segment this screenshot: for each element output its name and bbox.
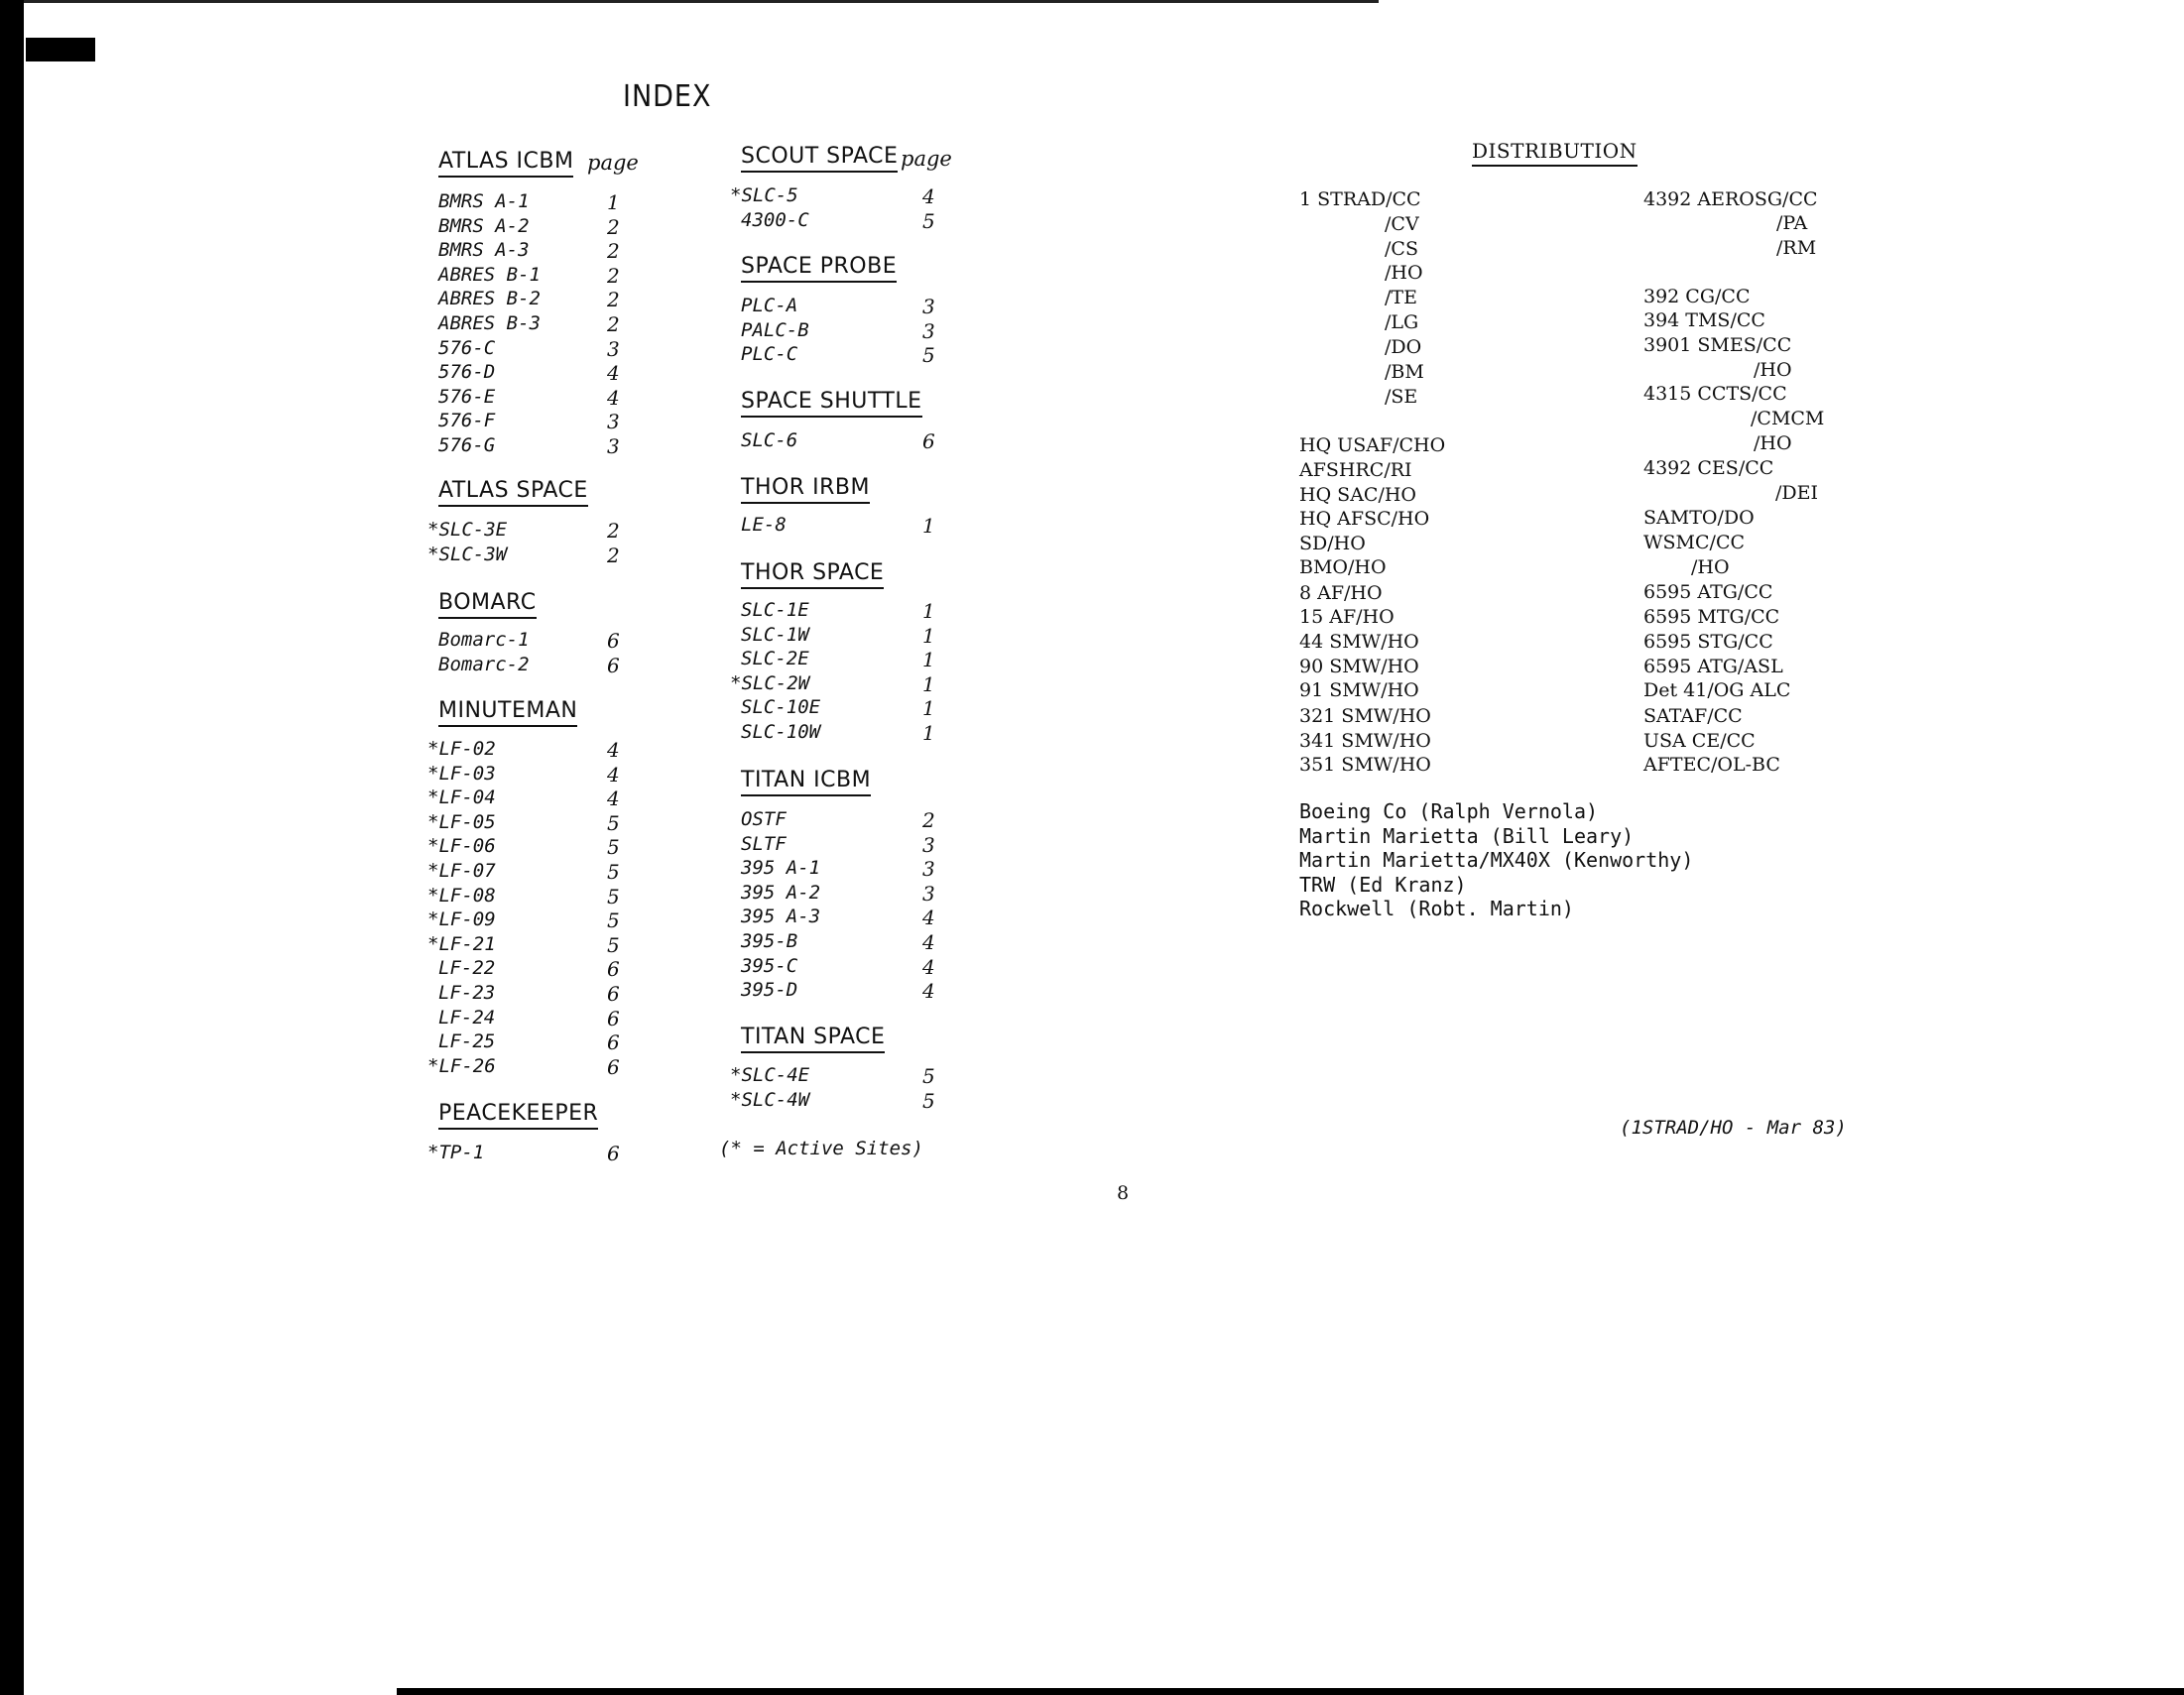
index-entry-page: 6 <box>922 429 935 453</box>
distribution-item: /CS <box>1385 238 1418 260</box>
index-entry-label: *LF-02 <box>427 738 496 760</box>
index-entry-label: PLC-A <box>741 295 798 316</box>
distribution-item: 321 SMW/HO <box>1299 705 1431 727</box>
index-entry-page: 5 <box>607 884 620 908</box>
distribution-item: 6595 ATG/CC <box>1643 581 1773 603</box>
index-entry-label: 395 A-3 <box>741 906 821 928</box>
index-entry-label: OSTF <box>741 808 787 830</box>
distribution-item: HQ AFSC/HO <box>1299 508 1430 530</box>
index-entry-page: 1 <box>922 648 935 672</box>
index-entry-label: *SLC-3E <box>427 519 508 541</box>
distribution-item: 4315 CCTS/CC <box>1643 383 1787 405</box>
section-heading-peacekeeper: PEACEKEEPER <box>438 1101 598 1130</box>
index-entry-label: 395-C <box>741 954 798 977</box>
section-heading-bomarc: BOMARC <box>438 590 537 619</box>
index-entry-label: BMRS A-1 <box>438 190 530 212</box>
index-entry-label: PALC-B <box>741 318 809 341</box>
contractor-item: Boeing Co (Ralph Vernola) <box>1299 799 1599 823</box>
section-heading-space-shuttle: SPACE SHUTTLE <box>741 389 922 418</box>
index-entry-label: SLC-6 <box>741 429 798 451</box>
distribution-item: SD/HO <box>1299 533 1366 554</box>
index-entry-page: 1 <box>922 599 935 623</box>
distribution-item: /BM <box>1385 361 1424 383</box>
index-entry-label: Bomarc-2 <box>438 653 530 675</box>
index-entry-label: LF-23 <box>438 982 496 1004</box>
distribution-item: /HO <box>1691 556 1730 578</box>
index-entry-page: 5 <box>922 1064 935 1088</box>
index-entry-page: 1 <box>607 190 620 214</box>
index-entry-page: 2 <box>607 263 620 288</box>
index-entry-page: 3 <box>922 295 935 318</box>
section-heading-thor-space: THOR SPACE <box>741 560 884 589</box>
index-entry-page: 6 <box>607 653 620 677</box>
distribution-item: /TE <box>1385 287 1417 308</box>
index-entry-label: SLC-2E <box>741 648 809 670</box>
distribution-item: Det 41/OG ALC <box>1643 679 1791 701</box>
distribution-item: /CV <box>1385 213 1419 235</box>
index-entry-page: 1 <box>922 514 935 538</box>
index-entry-label: 395-D <box>741 979 798 1002</box>
section-heading-space-probe: SPACE PROBE <box>741 254 897 283</box>
contractor-item: Rockwell (Robt. Martin) <box>1299 897 1574 920</box>
index-entry-label: LF-22 <box>438 957 496 980</box>
index-entry-label: 395-B <box>741 930 798 952</box>
contractor-item: Martin Marietta (Bill Leary) <box>1299 823 1635 848</box>
index-entry-page: 5 <box>607 835 620 860</box>
section-heading-atlas-space: ATLAS SPACE <box>438 478 588 507</box>
index-entry-page: 1 <box>922 696 935 721</box>
distribution-item: 341 SMW/HO <box>1299 730 1431 752</box>
index-entry-label: *SLC-4W <box>730 1088 810 1111</box>
index-entry-label: SLC-1E <box>741 599 809 621</box>
index-entry-label: 576-E <box>438 385 496 408</box>
distribution-item: 394 TMS/CC <box>1643 309 1765 331</box>
scan-edge-left <box>0 0 24 1695</box>
index-entry-label: 4300-C <box>741 208 809 231</box>
distribution-item: /CMCM <box>1751 408 1825 429</box>
index-entry-page: 4 <box>922 979 935 1004</box>
index-entry-label: *LF-08 <box>427 884 496 907</box>
distribution-item: SAMTO/DO <box>1643 507 1755 529</box>
index-entry-page: 6 <box>607 957 620 982</box>
index-entry-page: 2 <box>607 543 620 567</box>
page-column-header-left: page <box>587 151 639 175</box>
index-entry-page: 1 <box>922 721 935 745</box>
section-heading-titan-icbm: TITAN ICBM <box>741 768 871 796</box>
distribution-item: 6595 STG/CC <box>1643 631 1773 653</box>
index-entry-page: 1 <box>922 671 935 696</box>
section-heading-thor-irbm: THOR IRBM <box>741 475 870 504</box>
index-entry-label: ABRES B-2 <box>438 288 541 310</box>
index-entry-page: 4 <box>922 930 935 954</box>
corner-mark <box>26 38 95 61</box>
document-reference: (1STRAD/HO - Mar 83) <box>1620 1117 1847 1139</box>
distribution-item: /DO <box>1385 336 1422 358</box>
index-entry-page: 3 <box>922 832 935 857</box>
distribution-item: 8 AF/HO <box>1299 582 1383 604</box>
index-entry-label: *LF-07 <box>427 860 496 882</box>
index-entry-page: 4 <box>607 787 620 811</box>
distribution-item: 392 CG/CC <box>1643 286 1751 307</box>
distribution-item: 4392 CES/CC <box>1643 457 1774 479</box>
index-entry-page: 3 <box>922 881 935 906</box>
index-entry-label: LE-8 <box>741 514 787 536</box>
section-heading-minuteman: MINUTEMAN <box>438 698 577 727</box>
index-entry-label: SLC-10E <box>741 696 821 719</box>
index-entry-label: *LF-03 <box>427 762 496 785</box>
index-entry-page: 3 <box>922 857 935 882</box>
distribution-item: HQ SAC/HO <box>1299 484 1417 506</box>
index-entry-page: 1 <box>922 623 935 648</box>
index-entry-page: 3 <box>607 336 620 361</box>
section-heading-titan-space: TITAN SPACE <box>741 1025 885 1053</box>
index-entry-label: *LF-09 <box>427 908 496 931</box>
page-column-header-right: page <box>901 147 952 171</box>
distribution-item: WSMC/CC <box>1643 532 1746 553</box>
index-entry-label: 576-F <box>438 410 496 432</box>
index-entry-page: 5 <box>607 908 620 933</box>
index-title: INDEX <box>623 79 712 114</box>
index-entry-label: 576-D <box>438 361 496 384</box>
index-entry-page: 2 <box>607 312 620 336</box>
distribution-item: 351 SMW/HO <box>1299 754 1431 776</box>
distribution-heading: DISTRIBUTION <box>1472 139 1638 167</box>
index-entry-label: *SLC-4E <box>730 1064 810 1086</box>
distribution-item: /HO <box>1385 262 1423 284</box>
distribution-item: /PA <box>1776 212 1808 234</box>
index-entry-page: 3 <box>607 434 620 458</box>
index-entry-page: 4 <box>607 385 620 410</box>
index-entry-page: 5 <box>922 1088 935 1113</box>
index-entry-page: 4 <box>607 361 620 386</box>
index-entry-page: 5 <box>607 932 620 957</box>
index-entry-label: SLC-10W <box>741 721 821 743</box>
section-heading-scout-space: SCOUT SPACE <box>741 144 898 173</box>
index-entry-page: 2 <box>922 808 935 832</box>
index-entry-label: 576-G <box>438 434 496 456</box>
distribution-item: BMO/HO <box>1299 556 1387 578</box>
index-entry-page: 6 <box>607 629 620 653</box>
distribution-item: /HO <box>1754 432 1792 454</box>
distribution-item: /DEI <box>1775 482 1819 504</box>
distribution-item: 3901 SMES/CC <box>1643 334 1792 356</box>
index-entry-page: 4 <box>922 184 935 208</box>
index-entry-label: *LF-04 <box>427 787 496 809</box>
index-entry-page: 5 <box>607 810 620 835</box>
index-entry-page: 6 <box>607 1142 620 1165</box>
index-entry-page: 6 <box>607 982 620 1006</box>
distribution-item: 15 AF/HO <box>1299 606 1395 628</box>
distribution-item: 6595 MTG/CC <box>1643 606 1780 628</box>
index-entry-page: 2 <box>607 239 620 264</box>
scan-edge-top <box>0 0 1379 3</box>
index-entry-label: *LF-06 <box>427 835 496 858</box>
distribution-item: /RM <box>1776 237 1817 259</box>
distribution-item: 1 STRAD/CC <box>1299 188 1421 210</box>
index-entry-page: 4 <box>607 738 620 762</box>
distribution-item: AFTEC/OL-BC <box>1643 754 1780 776</box>
distribution-item: 91 SMW/HO <box>1299 679 1419 701</box>
index-entry-page: 4 <box>922 906 935 930</box>
index-entry-page: 5 <box>922 208 935 233</box>
distribution-item: /HO <box>1754 359 1792 381</box>
distribution-item: /LG <box>1385 311 1419 333</box>
index-entry-label: Bomarc-1 <box>438 629 530 651</box>
distribution-item: SATAF/CC <box>1643 705 1743 727</box>
index-entry-page: 3 <box>922 318 935 343</box>
index-entry-label: 395 A-1 <box>741 857 821 880</box>
index-entry-label: *TP-1 <box>427 1142 485 1163</box>
index-entry-label: 395 A-2 <box>741 881 821 904</box>
index-entry-label: ABRES B-1 <box>438 263 541 286</box>
index-entry-label: PLC-C <box>741 343 798 366</box>
index-entry-page: 2 <box>607 288 620 312</box>
index-entry-page: 5 <box>922 343 935 368</box>
contractor-item: TRW (Ed Kranz) <box>1299 872 1467 897</box>
section-heading-atlas-icbm: ATLAS ICBM <box>438 149 573 178</box>
index-entry-page: 2 <box>607 214 620 239</box>
index-entry-label: BMRS A-3 <box>438 239 530 262</box>
index-entry-page: 3 <box>607 410 620 434</box>
index-entry-label: *LF-26 <box>427 1054 496 1077</box>
index-entry-page: 5 <box>607 860 620 884</box>
index-entry-label: BMRS A-2 <box>438 214 530 237</box>
distribution-item: 4392 AEROSG/CC <box>1643 188 1818 210</box>
index-entry-page: 6 <box>607 1006 620 1030</box>
index-entry-page: 2 <box>607 519 620 543</box>
scan-edge-bottom <box>397 1688 2184 1695</box>
distribution-item: 90 SMW/HO <box>1299 656 1419 677</box>
contractor-item: Martin Marietta/MX40X (Kenworthy) <box>1299 848 1694 872</box>
page-number: 8 <box>1117 1182 1130 1204</box>
index-entry-label: *LF-21 <box>427 932 496 955</box>
index-entry-label: *LF-05 <box>427 810 496 833</box>
index-entry-page: 6 <box>607 1030 620 1055</box>
index-entry-label: SLTF <box>741 832 787 855</box>
distribution-item: HQ USAF/CHO <box>1299 434 1446 456</box>
distribution-item: AFSHRC/RI <box>1299 459 1412 481</box>
index-entry-label: LF-25 <box>438 1030 496 1053</box>
index-entry-label: *SLC-5 <box>730 184 798 206</box>
index-entry-label: ABRES B-3 <box>438 312 541 334</box>
index-entry-label: *SLC-3W <box>427 543 508 565</box>
index-entry-page: 6 <box>607 1054 620 1079</box>
active-sites-note: (* = Active Sites) <box>719 1138 923 1159</box>
distribution-item: 6595 ATG/ASL <box>1643 656 1783 677</box>
distribution-item: /SE <box>1385 386 1418 408</box>
index-entry-label: SLC-1W <box>741 623 809 646</box>
index-entry-page: 4 <box>922 954 935 979</box>
distribution-item: 44 SMW/HO <box>1299 631 1419 653</box>
distribution-item: USA CE/CC <box>1643 730 1756 752</box>
index-entry-label: LF-24 <box>438 1006 496 1029</box>
index-entry-page: 4 <box>607 762 620 787</box>
index-entry-label: *SLC-2W <box>730 671 810 694</box>
index-entry-label: 576-C <box>438 336 496 359</box>
